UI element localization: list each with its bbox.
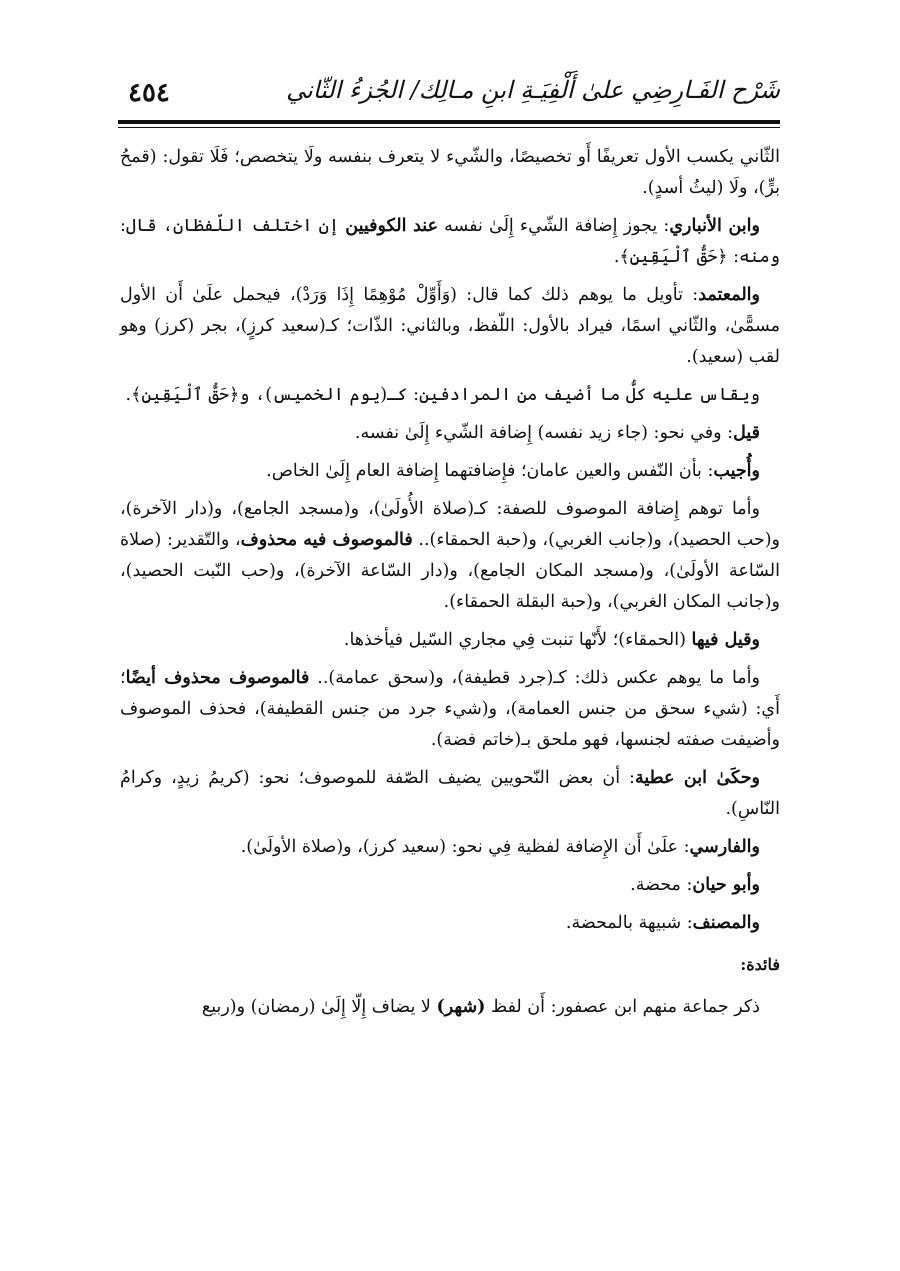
paragraph-7: وأما توهم إِضافة الموصوف للصفة: كـ(صلاة الأُولَىٰ)، و(مسجد الجامع)، و(دار الآخرة)، و(حب الحصيد)، و(جانب الغربي)، و(حبة الحمقاء).. فالموصوف فيه محذوف، والتّقدير: (صلاة السّاعة الأولَىٰ)، و(مسجد المكان الجامع)، و(دار السّاعة الآخرة)، و(حب النّبت الحصيد)، و(جانب المكان الغربي)، و(حبة البقلة الحمقاء). — [120, 499, 780, 612]
paragraph-12: وأبو حيان: محضة. — [630, 875, 760, 895]
author-name: وابن الأنباري — [669, 216, 760, 236]
paragraph-14: ذكر جماعة منهم ابن عصفور: أَن لفظ (شهر) لا يضاف إِلّا إِلَىٰ (رمضان) و(ربيع — [201, 997, 760, 1017]
bold-phrase: عند الكوفيين — [345, 216, 439, 236]
page-header — [128, 70, 780, 118]
bold-phrase: فالموصوف فيه محذوف — [240, 530, 413, 550]
paragraph-2: وابن الأنباري: يجوز إِضافة الشّيء إِلَىٰ نفسه عند الكوفيين إن اختلف اللّفظان، قال: ومنه: ﴿حَقُّ ٱلْيَقِينِ﴾. — [120, 216, 780, 267]
term: وأُجيب — [713, 461, 760, 481]
section-heading: فائدة: — [740, 955, 780, 974]
running-title: شَرْح الفَـارِضِي علىٰ أَلْفِيَـةِ ابنِ مـالِك/ الجُزءُ الثّاني — [286, 76, 780, 104]
paragraph-9: وأما ما يوهم عكس ذلك: كـ(جرد قطيفة)، و(سحق عمامة).. فالموصوف محذوف أيضًا؛ أَي: (شيء سحق من جنس العمامة)، و(شيء جرد من جنس القطيفة)، فحذف الموصوف وأضيفت صفته لجنسها، فهو ملحق بـ(خاتم فضة). — [120, 668, 780, 750]
paragraph-3: والمعتمد: تأويل ما يوهم ذلك كما قال: (وَأَوِّلْ مُوْهِمًا إِذَا وَرَدْ)، فيحمل علَىٰ أَن الأول مسمًّىٰ، والثّاني اسمًا، فيراد بالأول: اللّفظ، وبالثاني: الذّات؛ كـ(سعيد كرزٍ)، بجر (كرز) وهو لقب (سعيد). — [120, 285, 780, 367]
author-name: وحكَىٰ ابن عطية — [634, 768, 760, 788]
paragraph-10: وحكَىٰ ابن عطية: أن بعض النّحويين يضيف الصّفة للموصوف؛ نحو: (كريمُ زيدٍ، وكرامُ النّاسِ). — [120, 768, 780, 819]
paragraph-8: وقيل فيها (الحمقاء)؛ لأَنّها تنبت فِي مجاري السّيل فيأخذها. — [343, 630, 760, 650]
term: وقيل فيها — [691, 630, 760, 650]
body-text — [120, 142, 780, 1030]
bold-phrase: فالموصوف محذوف أيضًا — [125, 668, 310, 688]
page-number: ٤٥٤ — [128, 78, 170, 108]
term: قيل — [733, 423, 760, 443]
author-name: والمصنف — [692, 913, 760, 933]
author-name: وأبو حيان — [692, 875, 760, 895]
paragraph-11: والفارسي: علَىٰ أَن الإِضافة لفظية فِي نحو: (سعيد كرز)، و(صلاة الأولَىٰ). — [240, 837, 760, 857]
paragraph-1: الثّاني يكسب الأول تعريفًا أَو تخصيصًا، والشّيء لا يتعرف بنفسه ولَا يتخصص؛ فَلَا تقول: (قمحُ برٍّ)، ولَا (ليثُ أسدٍ). — [120, 147, 780, 198]
paragraph-4: ويقاس عليه كلُّ ما أضيف من المرادفين: كـ(يوم الخميس)، و﴿حَقُّ ٱلْيَقِينِ﴾. — [125, 385, 760, 405]
bold-phrase: (شهر) — [436, 997, 486, 1017]
author-name: والفارسي — [689, 837, 760, 857]
term: والمعتمد — [698, 285, 760, 305]
header-rule-thin — [118, 127, 780, 128]
paragraph-13: والمصنف: شبيهة بالمحضة. — [565, 913, 760, 933]
paragraph-6: وأُجيب: بأن النّفس والعين عامان؛ فإِضافتهما إِضافة العام إِلَىٰ الخاص. — [266, 461, 760, 481]
paragraph-5: قيل: وفي نحو: (جاء زيد نفسه) إِضافة الشّيء إِلَىٰ نفسه. — [354, 423, 760, 443]
header-rule-thick — [118, 120, 780, 124]
